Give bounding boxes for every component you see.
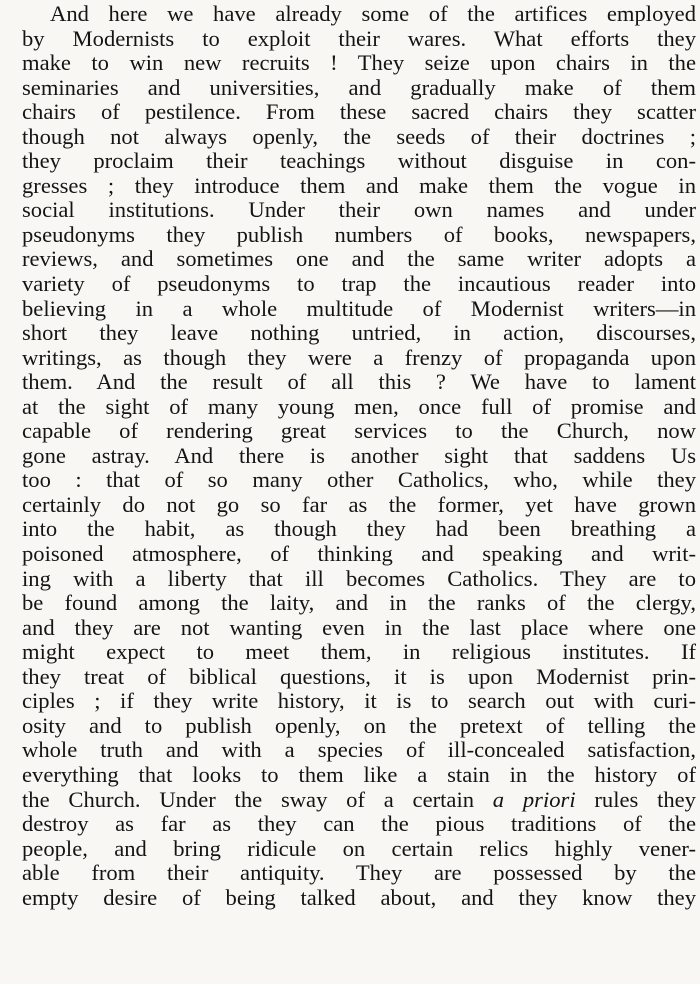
emphasis-text: a priori bbox=[492, 787, 576, 812]
text-line: writings, as though they were a frenzy of propaganda upon bbox=[22, 345, 696, 370]
text-line: capable of rendering great services to the Church, now bbox=[22, 419, 696, 444]
text-line: too : that of so many other Catholics, who, while they bbox=[22, 468, 696, 493]
text-line: the Church. Under the sway of a certain a priori rules they bbox=[22, 787, 696, 812]
text-line: chairs of pestilence. From these sacred chairs they scatter bbox=[22, 100, 696, 125]
text-line: gresses ; they introduce them and make them the vogue in bbox=[22, 173, 696, 198]
text-line: And here we have already some of the artifices employed bbox=[50, 2, 696, 26]
text-line: pseudonyms they publish numbers of books, newspapers, bbox=[22, 222, 696, 247]
text-line: osity and to publish openly, on the pretext of telling the bbox=[22, 713, 696, 738]
text-line: though not always openly, the seeds of their doctrines ; bbox=[22, 124, 696, 149]
text-line: social institutions. Under their own names and under bbox=[22, 198, 696, 223]
text-line: make to win new recruits ! They seize upon chairs in the bbox=[22, 51, 696, 76]
text-line: short they leave nothing untried, in action, discourses, bbox=[22, 321, 696, 346]
text-line: ing with a liberty that ill becomes Catholics. They are to bbox=[22, 566, 696, 591]
text-line: be found among the laity, and in the ranks of the clergy, bbox=[22, 591, 696, 616]
text-line: at the sight of many young men, once full of promise and bbox=[22, 394, 696, 419]
text-line: ciples ; if they write history, it is to search out with curi- bbox=[22, 689, 696, 714]
body-text bbox=[22, 2, 696, 910]
text-line: seminaries and universities, and gradually make of them bbox=[22, 75, 696, 100]
text-line: believing in a whole multitude of Modernist writers—in bbox=[22, 296, 696, 321]
text-line: able from their antiquity. They are possessed by the bbox=[22, 861, 696, 886]
text-line: they treat of biblical questions, it is upon Modernist prin- bbox=[22, 664, 696, 689]
text-line: might expect to meet them, in religious institutes. If bbox=[22, 640, 696, 665]
text-line: whole truth and with a species of ill-concealed satisfaction, bbox=[22, 738, 696, 763]
text-line: certainly do not go so far as the former, yet have grown bbox=[22, 492, 696, 517]
text-line: people, and bring ridicule on certain relics highly vener- bbox=[22, 836, 696, 861]
text-line: empty desire of being talked about, and they know they bbox=[22, 885, 696, 910]
text-line: by Modernists to exploit their wares. What efforts they bbox=[22, 26, 696, 51]
text-line: poisoned atmosphere, of thinking and speaking and writ- bbox=[22, 542, 696, 567]
text-line: them. And the result of all this ? We have to lament bbox=[22, 370, 696, 395]
text-line: destroy as far as they can the pious traditions of the bbox=[22, 812, 696, 837]
text-line: reviews, and sometimes one and the same writer adopts a bbox=[22, 247, 696, 272]
text-line: they proclaim their teachings without disguise in con- bbox=[22, 149, 696, 174]
text-line: and they are not wanting even in the last place where one bbox=[22, 615, 696, 640]
text-line: into the habit, as though they had been breathing a bbox=[22, 517, 696, 542]
text-line: variety of pseudonyms to trap the incautious reader into bbox=[22, 272, 696, 297]
text-line: everything that looks to them like a stain in the history of bbox=[22, 762, 696, 787]
text-line: gone astray. And there is another sight that saddens Us bbox=[22, 443, 696, 468]
